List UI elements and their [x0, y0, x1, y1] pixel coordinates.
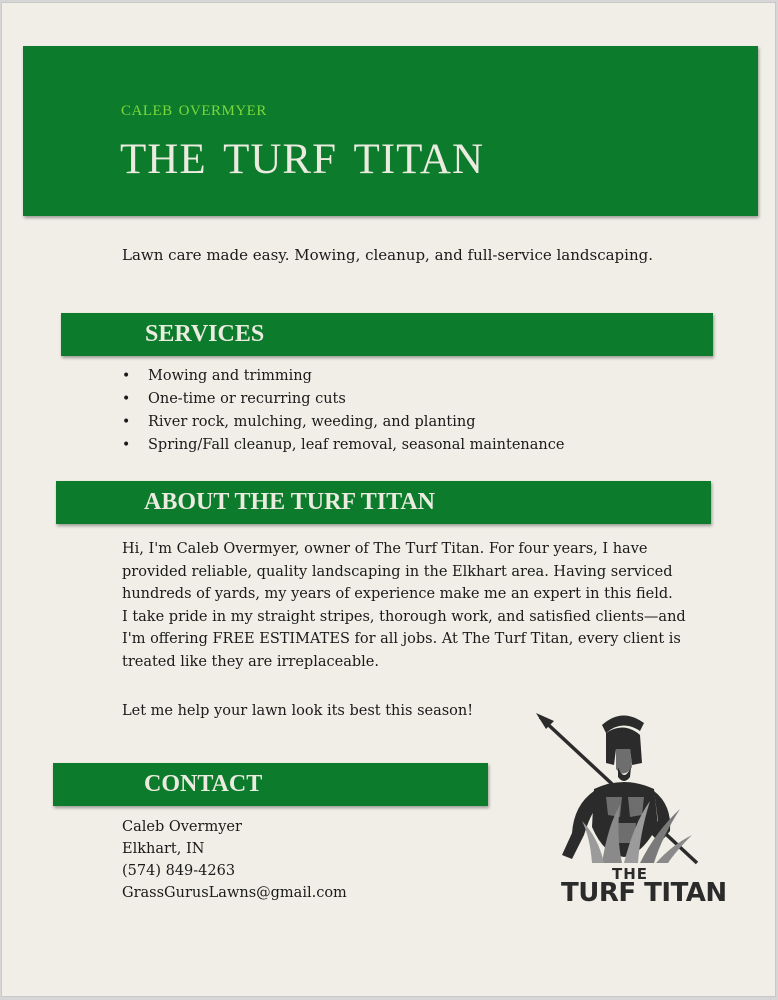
about-line: provided reliable, quality landscaping in the Elkhart area. Having serviced: [122, 563, 673, 580]
list-item: • River rock, mulching, weeding, and planting: [122, 411, 564, 434]
list-item: • One-time or recurring cuts: [122, 388, 564, 411]
contact-location: Elkhart, IN: [122, 841, 205, 857]
services-list: [122, 365, 564, 457]
contact-heading: CONTACT: [144, 771, 263, 797]
tagline: Lawn care made easy. Mowing, cleanup, and full-service landscaping.: [122, 246, 653, 264]
contact-name: Caleb Overmyer: [122, 819, 242, 835]
contact-email: GrassGurusLawns@gmail.com: [122, 885, 347, 901]
logo-text-the: THE: [612, 865, 649, 883]
brand-title: the turf titan: [120, 119, 485, 187]
about-line: treated like they are irreplaceable.: [122, 653, 379, 670]
about-line: hundreds of yards, my years of experience make me an expert in this field.: [122, 586, 673, 602]
services-heading-bar: [61, 313, 713, 356]
header-banner: [23, 46, 758, 216]
flyer-page: [1, 2, 776, 997]
call-to-action: Let me help your lawn look its best this season!: [122, 703, 474, 719]
about-heading-bar: [56, 481, 711, 524]
contact-details: [122, 816, 347, 904]
owner-name: caleb overmyer: [121, 95, 267, 120]
about-line: I'm offering FREE ESTIMATES for all jobs. At The Turf Titan, every client is: [122, 631, 681, 647]
list-item: • Spring/Fall cleanup, leaf removal, seasonal maintenance: [122, 434, 564, 457]
about-paragraph: [122, 538, 686, 673]
about-line: Hi, I'm Caleb Overmyer, owner of The Turf Titan. For four years, I have: [122, 541, 648, 557]
logo-text-name: TURF TITAN: [561, 878, 727, 908]
list-item: • Mowing and trimming: [122, 365, 564, 388]
contact-phone: (574) 849-4263: [122, 863, 236, 879]
contact-heading-bar: [53, 763, 488, 806]
about-line: I take pride in my straight stripes, thorough work, and satisfied clients—and: [122, 608, 686, 625]
about-heading: ABOUT THE TURF TITAN: [144, 489, 435, 515]
services-heading: SERVICES: [145, 321, 265, 347]
